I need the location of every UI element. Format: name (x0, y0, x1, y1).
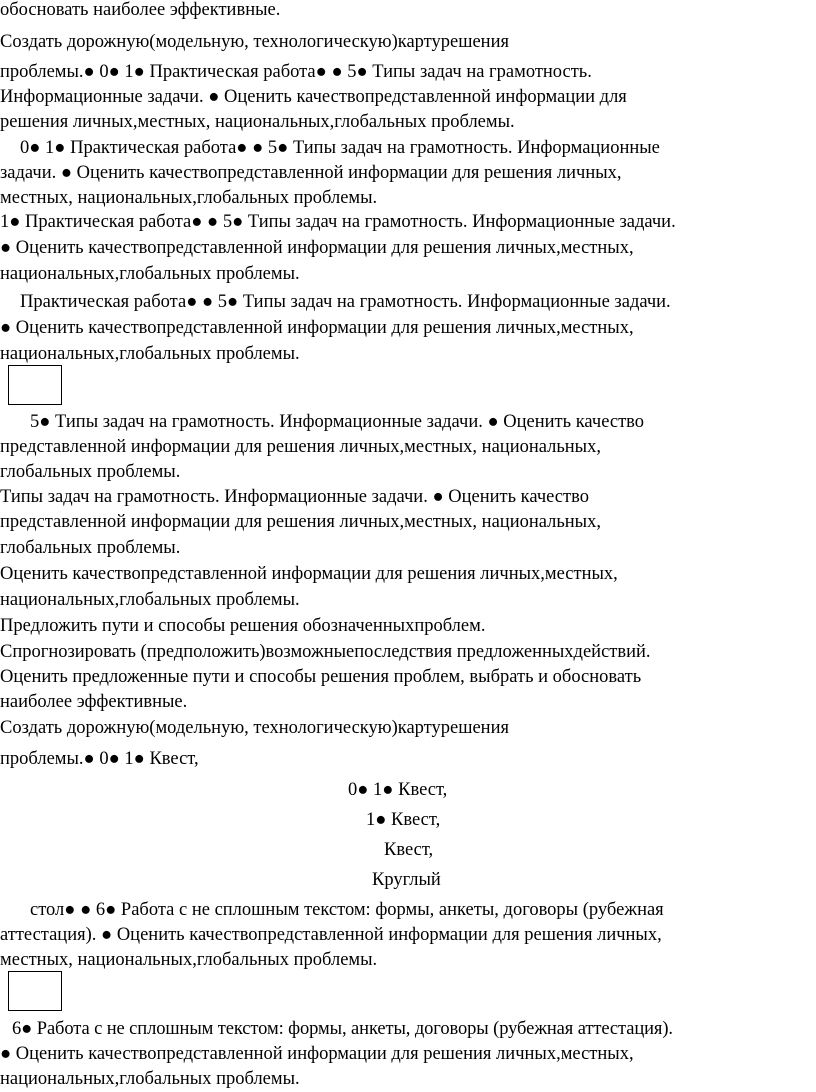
text-line: Типы задач на грамотность. Информационные задачи. ● Оценить качество (0, 487, 589, 507)
text-line: представленной информации для решения личных,местных, национальных, (0, 512, 601, 532)
text-line: представленной информации для решения личных,местных, национальных, (0, 437, 601, 457)
text-line: решения личных,местных, национальных,глобальных проблемы. (0, 112, 515, 132)
text-line: национальных,глобальных проблемы. (0, 590, 300, 610)
text-line: Практическая работа● ● 5● Типы задач на грамотность. Информационные задачи. (20, 292, 671, 312)
text-line: Создать дорожную(модельную, технологическую)картурешения (0, 718, 509, 738)
text-line: 6● Работа с не сплошным текстом: формы, анкеты, договоры (рубежная аттестация). (12, 1019, 673, 1039)
text-line: ● Оценить качествопредставленной информации для решения личных,местных, (0, 1044, 634, 1064)
text-line: глобальных проблемы. (0, 462, 181, 482)
text-line: задачи. ● Оценить качествопредставленной информации для решения личных, (0, 163, 622, 183)
text-line: 5● Типы задач на грамотность. Информационные задачи. ● Оценить качество (30, 412, 645, 432)
text-line: Круглый (372, 870, 441, 890)
text-line: национальных,глобальных проблемы. (0, 264, 300, 284)
text-line: проблемы.● 0● 1● Квест, (0, 749, 199, 769)
text-line: национальных,глобальных проблемы. (0, 344, 300, 364)
text-line: ● Оценить качествопредставленной информации для решения личных,местных, (0, 238, 634, 258)
text-line: местных, национальных,глобальных проблемы. (0, 950, 378, 970)
text-line: Создать дорожную(модельную, технологическую)картурешения (0, 32, 509, 52)
text-line: глобальных проблемы. (0, 538, 181, 558)
text-line: ● Оценить качествопредставленной информации для решения личных,местных, (0, 318, 634, 338)
text-line: обосновать наиболее эффективные. (0, 0, 281, 20)
text-line: 0● 1● Практическая работа● ● 5● Типы задач на грамотность. Информационные (20, 138, 660, 158)
text-line: 1● Квест, (366, 810, 441, 830)
text-line: Спрогнозировать (предположить)возможныепоследствия предложенныхдействий. (0, 642, 651, 662)
empty-box (8, 365, 62, 405)
text-line: аттестация). ● Оценить качествопредставленной информации для решения личных, (0, 925, 662, 945)
text-line: Оценить качествопредставленной информации для решения личных,местных, (0, 564, 618, 584)
text-line: национальных,глобальных проблемы. (0, 1069, 300, 1089)
text-line: Квест, (384, 840, 434, 860)
text-line: 0● 1● Квест, (348, 780, 448, 800)
text-line: 1● Практическая работа● ● 5● Типы задач на грамотность. Информационные задачи. (0, 212, 676, 232)
text-line: наиболее эффективные. (0, 692, 188, 712)
empty-box (8, 971, 62, 1011)
text-line: Предложить пути и способы решения обозначенныхпроблем. (0, 616, 486, 636)
text-line: Оценить предложенные пути и способы решения проблем, выбрать и обосновать (0, 667, 642, 687)
text-line: проблемы.● 0● 1● Практическая работа● ● 5● Типы задач на грамотность. (0, 62, 592, 82)
text-line: местных, национальных,глобальных проблемы. (0, 188, 378, 208)
text-line: стол● ● 6● Работа с не сплошным текстом: формы, анкеты, договоры (рубежная (30, 900, 664, 920)
text-line: Информационные задачи. ● Оценить качествопредставленной информации для (0, 87, 627, 107)
